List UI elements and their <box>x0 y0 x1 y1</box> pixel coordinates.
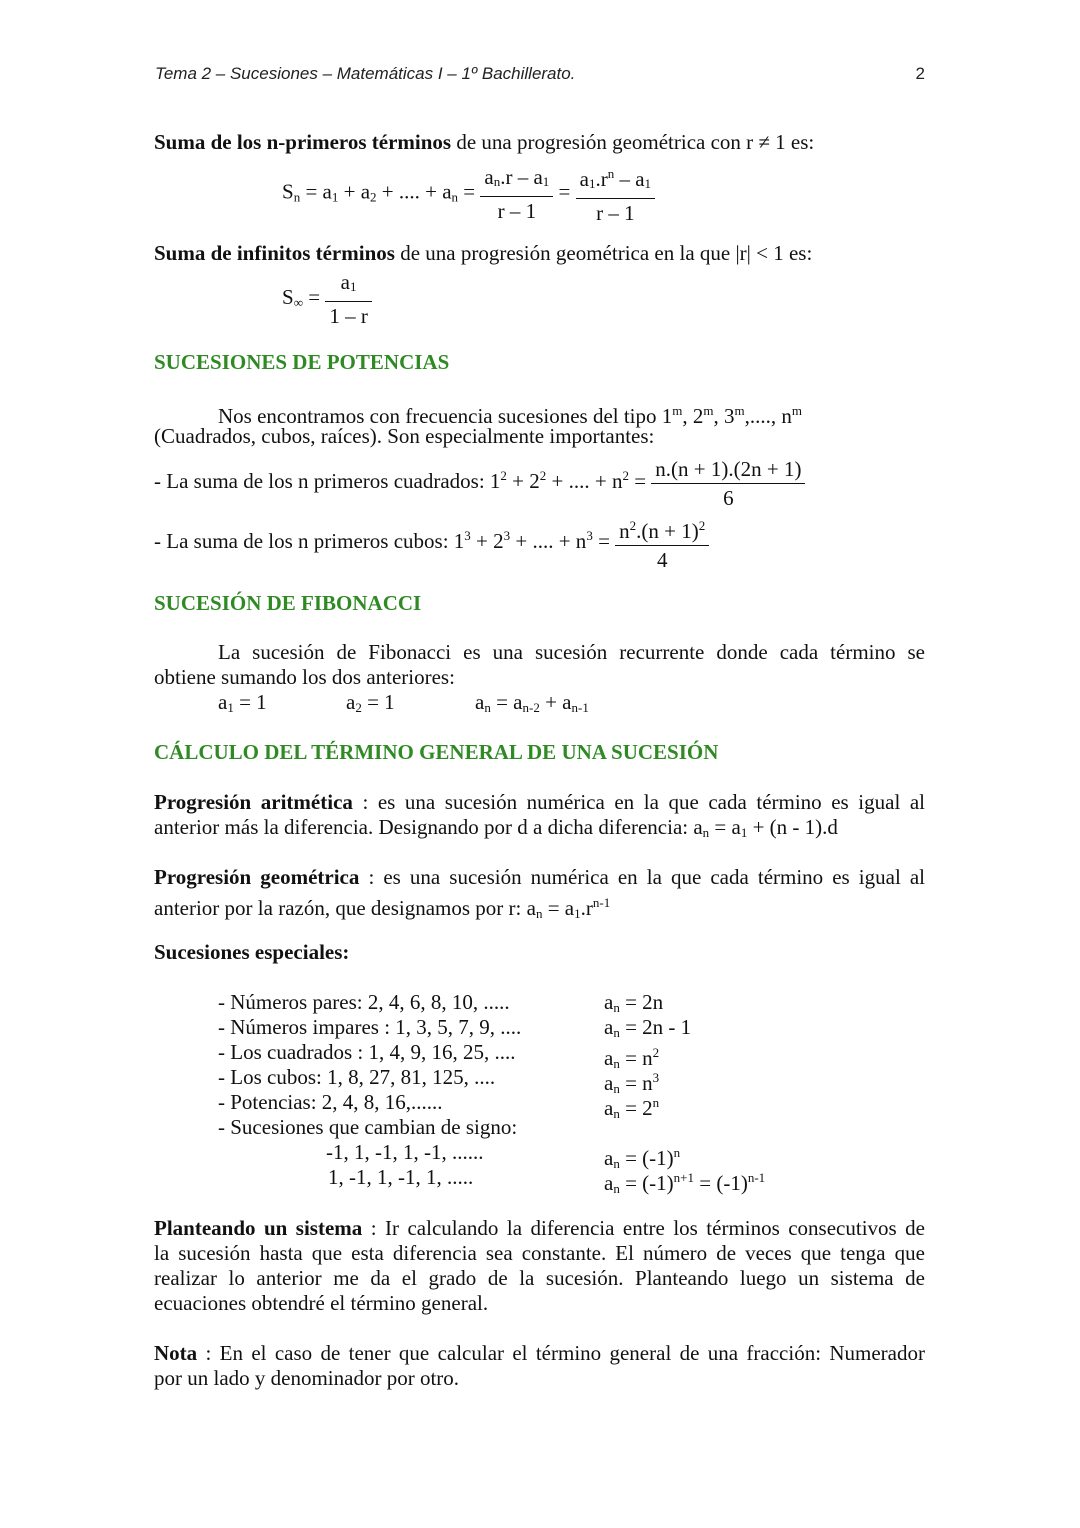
list-item: - Números pares: 2, 4, 6, 8, 10, ..... <box>218 990 510 1014</box>
especiales-heading: Sucesiones especiales: <box>154 940 350 964</box>
suma-n-formula: $S_n = a_1 + a_2$ + .... + $a_n$ = $\frac{an.r - a1}{r - 1}$ = $\frac{a1.r^n - a1}{r - 1}$ <box>282 160 655 227</box>
list-item-formula: $a_n = 2^n$ <box>604 1095 660 1121</box>
list-item-formula: $a_n = 2n$ <box>604 990 664 1015</box>
page-number: 2 <box>915 64 925 83</box>
fibonacci-a1: $a_1 = 1$ <box>218 690 267 715</box>
sistema-l2: la sucesión hasta que esta diferencia sea constante. El número de veces que tenga que <box>154 1241 925 1265</box>
suma-n-intro: Suma de los n-primeros términos de una progresión geométrica con r ≠ 1 es: <box>154 130 815 154</box>
nota-l2: por un lado y denominador por otro. <box>154 1366 460 1390</box>
fibonacci-p2: obtiene sumando los dos anteriores: <box>154 665 455 689</box>
list-item: - Números impares : 1, 3, 5, 7, 9, .... <box>218 1015 522 1039</box>
fibonacci-p1: La sucesión de Fibonacci es una sucesión recurrente donde cada término se <box>218 640 925 664</box>
suma-n-fraction-1: $\frac{an.r - a1}{r - 1}$ <box>480 163 553 225</box>
potencias-p2: (Cuadrados, cubos, raíces). Son especialmente importantes: <box>154 424 655 448</box>
nota-l1: Nota : En el caso de tener que calcular el término general de una fracción: Numerador <box>154 1341 925 1365</box>
list-item-formula: $a_n = 2n - 1$ <box>604 1015 692 1040</box>
sistema-l3: realizar lo anterior me da el grado de la sucesión. Planteando luego un sistema de <box>154 1266 925 1290</box>
suma-inf-intro: Suma de infinitos términos de una progresión geométrica en la que |r| < 1 es: <box>154 241 813 265</box>
list-item: - Sucesiones que cambian de signo: <box>218 1115 518 1139</box>
fibonacci-a2: $a_2 = 1$ <box>346 690 395 715</box>
list-item: - Potencias: 2, 4, 8, 16,...... <box>218 1090 443 1114</box>
suma-cubos: - La suma de los n primeros cubos: $1^3 + 2^3$ + .... + $n^3$ = $\frac{n^2.(n + 1)^2}{4}$ <box>154 508 709 574</box>
page-header <box>155 64 925 84</box>
cubos-fraction: $\frac{n^2.(n + 1)^2}{4}$ <box>615 512 709 574</box>
aritmetica-l2: anterior más la diferencia. Designando por d a dicha diferencia: $a_n = a_1 + (n - 1).d$ <box>154 815 838 840</box>
list-item: - Los cuadrados : 1, 4, 9, 16, 25, .... <box>218 1040 516 1064</box>
suma-cuadrados: - La suma de los n primeros cuadrados: $1^2 + 2^2$ + .... + $n^2$ = $\frac{n.(n + 1).(2n + 1)}{6}$ <box>154 448 805 512</box>
heading-potencias: SUCESIONES DE POTENCIAS <box>154 350 450 374</box>
aritmetica-l1: Progresión aritmética : es una sucesión numérica en la que cada término es igual al <box>154 790 925 814</box>
list-item-formula: $a_n = (-1)^{n+1} = (-1)^{n-1}$ <box>604 1170 766 1196</box>
heading-calculo: CÁLCULO DEL TÉRMINO GENERAL DE UNA SUCESIÓN <box>154 740 719 764</box>
geometrica-l2: anterior por la razón, que designamos por r: $a_n = a_1.r^{n-1}$ <box>154 895 611 921</box>
list-item-formula: $a_n = n^3$ <box>604 1070 660 1096</box>
potencias-p1: Nos encontramos con frecuencia sucesiones del tipo 1$^m$, 2$^m$, 3$^m$,...., $n^m$ <box>218 403 803 428</box>
sistema-l4: ecuaciones obtendré el término general. <box>154 1291 489 1315</box>
header-title: Tema 2 – Sucesiones – Matemáticas I – 1º Bachillerato. <box>155 64 576 83</box>
list-item: 1, -1, 1, -1, 1, ..... <box>328 1165 474 1189</box>
heading-fibonacci: SUCESIÓN DE FIBONACCI <box>154 591 422 615</box>
geometrica-l1: Progresión geométrica : es una sucesión numérica en la que cada término es igual al <box>154 865 925 889</box>
list-item-formula: $a_n = (-1)^n$ <box>604 1145 681 1171</box>
suma-inf-formula: $S_\infty$ = $\frac{a1}{1 - r}$ <box>282 268 372 331</box>
suma-inf-fraction: $\frac{a1}{1 - r}$ <box>325 268 372 330</box>
list-item: - Los cubos: 1, 8, 27, 81, 125, .... <box>218 1065 496 1089</box>
list-item-formula: $a_n = n^2$ <box>604 1045 660 1071</box>
fibonacci-an: $a_n = a_{n-2} + a_{n-1}$ <box>475 690 589 715</box>
cuadrados-fraction: $\frac{n.(n + 1).(2n + 1)}{6}$ <box>651 455 805 512</box>
list-item: -1, 1, -1, 1, -1, ...... <box>326 1140 484 1164</box>
suma-n-fraction-2: $\frac{a1.r^n - a1}{r - 1}$ <box>576 160 655 227</box>
sistema-l1: Planteando un sistema : Ir calculando la diferencia entre los términos consecutivos de <box>154 1216 925 1240</box>
